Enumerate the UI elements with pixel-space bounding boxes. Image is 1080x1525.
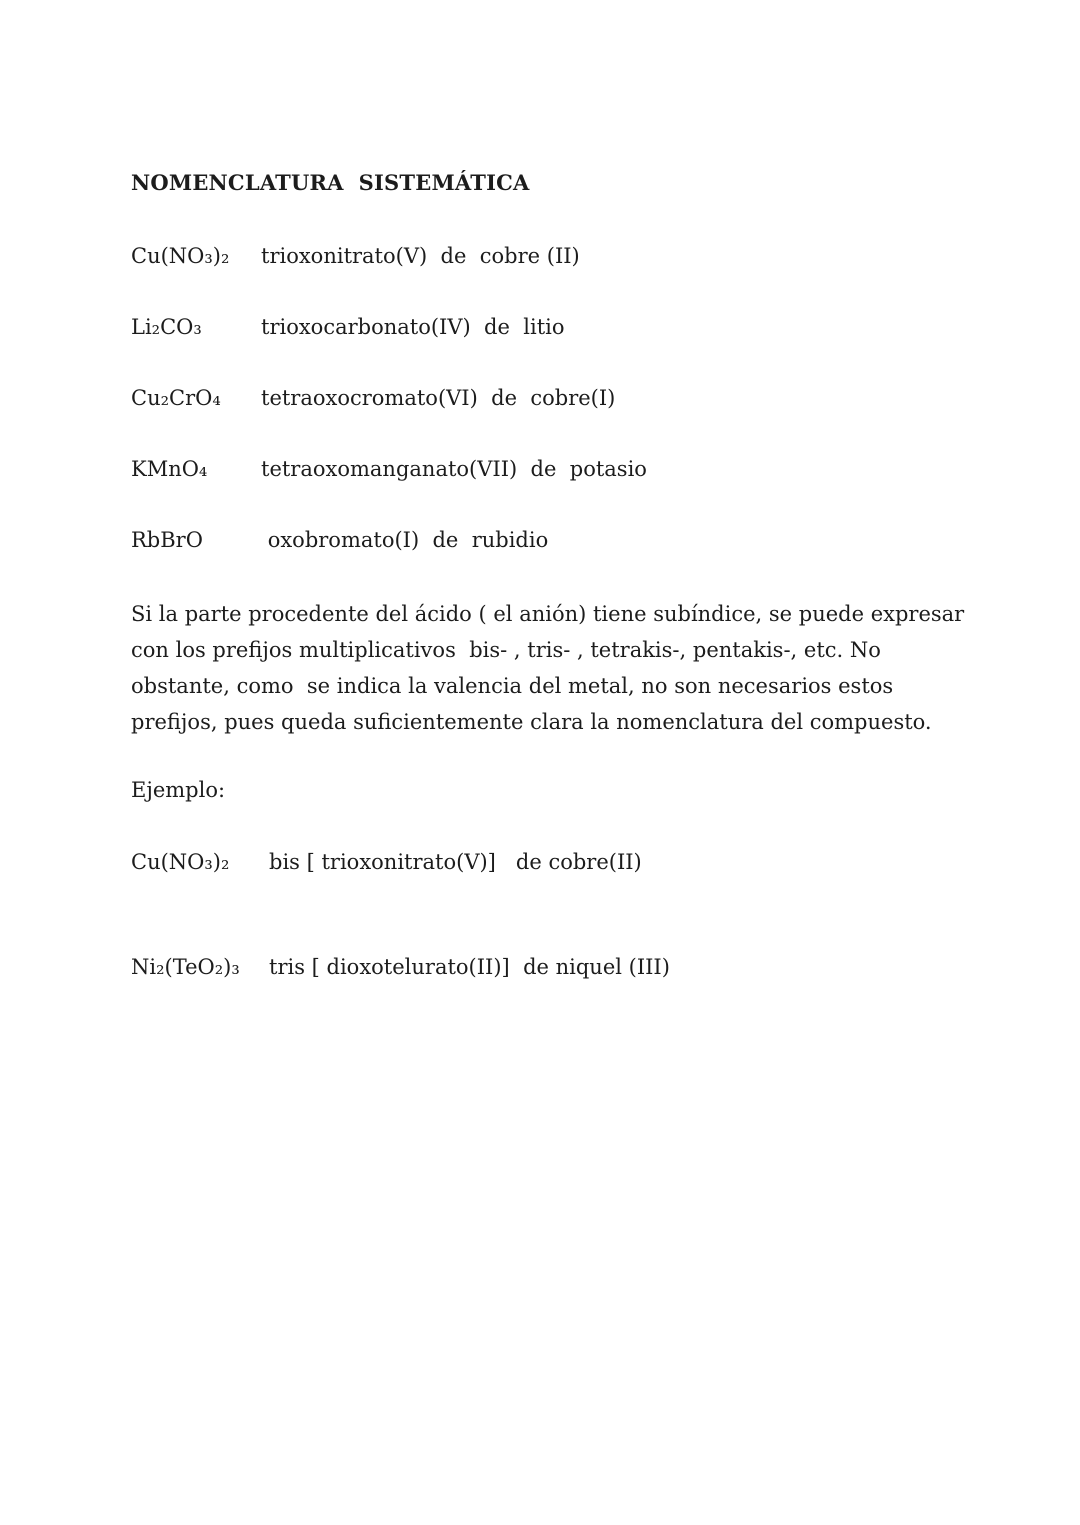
compound-row [131,525,970,555]
example-formula: Ni₂(TeO₂)₃ [131,955,240,979]
example-formula: Cu(NO₃)₂ [131,850,230,874]
compound-name: trioxocarbonato(IV) de litio [261,315,565,339]
compound-name: tetraoxomanganato(VII) de potasio [261,457,647,481]
explanation-paragraph: Si la parte procedente del ácido ( el anión) tiene subíndice, se puede expresar con los prefijos multiplicativos bis- , tris- , tetrakis-, pentakis-, etc. No obstante, como se indica la valencia del metal, no son necesarios estos prefijos, pues queda suficientemente clara la nomenclatura del compuesto. [131,602,971,734]
compound-row [131,454,970,484]
example-label: Ejemplo: [131,778,226,802]
compound-formula: Li₂CO₃ [131,315,202,339]
compound-formula: Cu(NO₃)₂ [131,244,230,268]
compound-row [131,312,970,342]
compound-row [131,383,970,413]
compound-formula: RbBrO [131,528,203,552]
compound-formula: Cu₂CrO₄ [131,386,221,410]
compound-row [131,241,970,271]
example-row [131,847,970,877]
example-name: bis [ trioxonitrato(V)] de cobre(II) [269,850,642,874]
page-title: NOMENCLATURA SISTEMÁTICA [131,170,530,195]
compound-name: oxobromato(I) de rubidio [261,528,549,552]
compound-formula: KMnO₄ [131,457,208,481]
example-row [131,952,970,982]
compound-name: tetraoxocromato(VI) de cobre(I) [261,386,616,410]
compound-name: trioxonitrato(V) de cobre (II) [261,244,580,268]
example-name: tris [ dioxotelurato(II)] de niquel (III) [269,955,670,979]
